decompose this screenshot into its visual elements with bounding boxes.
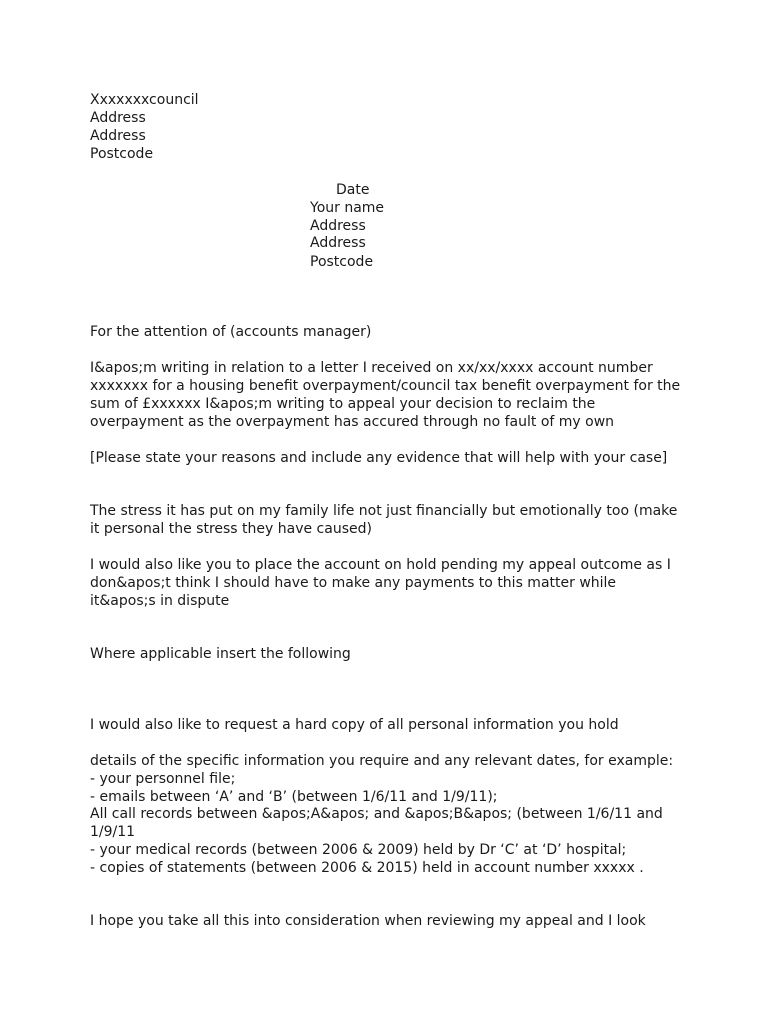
details-list-item: 1/9/11 <box>90 824 136 840</box>
body-paragraph-line: it personal the stress they have caused) <box>90 521 372 537</box>
details-list-item: - your personnel file; <box>90 771 236 787</box>
body-paragraph-line: I would also like you to place the account on hold pending my appeal outcome as I <box>90 557 671 573</box>
body-paragraph-line: sum of £xxxxxx I&apos;m writing to appeal your decision to reclaim the <box>90 396 596 412</box>
sender-name: Your name <box>310 200 385 216</box>
attention-line: For the attention of (accounts manager) <box>90 324 372 340</box>
council-postcode: Postcode <box>90 146 154 162</box>
details-list-item: - copies of statements (between 2006 & 2015) held in account number xxxxx . <box>90 860 644 876</box>
body-paragraph-line: I would also like to request a hard copy of all personal information you hold <box>90 717 619 733</box>
closing-line: I hope you take all this into consideration when reviewing my appeal and I look <box>90 913 646 929</box>
details-list-item: - emails between ‘A’ and ‘B’ (between 1/6/11 and 1/9/11); <box>90 789 498 805</box>
details-list-item: All call records between &apos;A&apos; and &apos;B&apos; (between 1/6/11 and <box>90 806 663 822</box>
sender-postcode: Postcode <box>310 254 374 270</box>
body-paragraph-line: overpayment as the overpayment has accured through no fault of my own <box>90 414 615 430</box>
council-address-line: Address <box>90 110 146 126</box>
body-paragraph-line: don&apos;t think I should have to make any payments to this matter while <box>90 575 617 591</box>
body-paragraph-line: The stress it has put on my family life not just financially but emotionally too (make <box>90 503 678 519</box>
body-paragraph-line: it&apos;s in dispute <box>90 593 230 609</box>
body-paragraph-line: I&apos;m writing in relation to a letter I received on xx/xx/xxxx account number <box>90 360 653 376</box>
instruction-line: [Please state your reasons and include any evidence that will help with your case] <box>90 450 668 466</box>
council-name: Xxxxxxxcouncil <box>90 92 199 108</box>
date-label: Date <box>336 182 370 198</box>
sender-address-line: Address <box>310 235 366 251</box>
instruction-line: Where applicable insert the following <box>90 646 351 662</box>
body-paragraph-line: xxxxxxx for a housing benefit overpayment/council tax benefit overpayment for the <box>90 378 681 394</box>
council-address-line: Address <box>90 128 146 144</box>
details-line: details of the specific information you require and any relevant dates, for example: <box>90 753 674 769</box>
details-list-item: - your medical records (between 2006 & 2009) held by Dr ‘C’ at ‘D’ hospital; <box>90 842 627 858</box>
sender-address-line: Address <box>310 218 366 234</box>
